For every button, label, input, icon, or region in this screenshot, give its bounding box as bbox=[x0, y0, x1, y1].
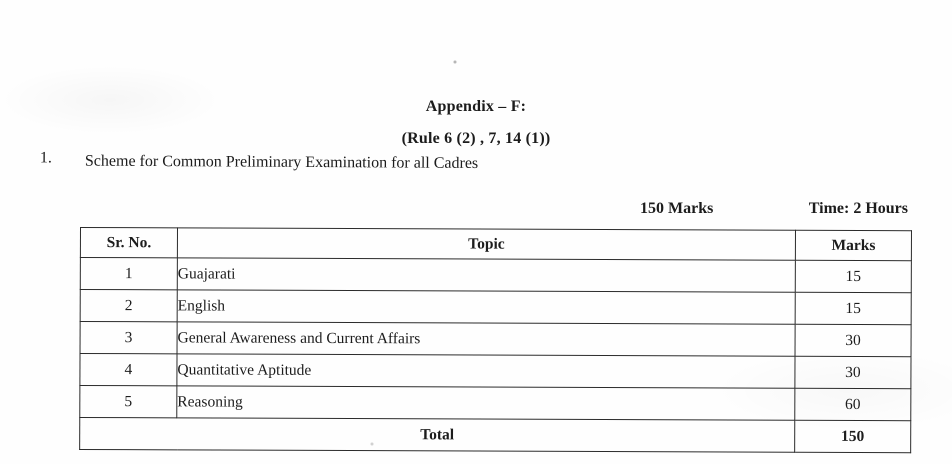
list-item-scheme bbox=[0, 149, 952, 173]
header-topic: Topic bbox=[177, 228, 795, 260]
cell-sr-no: 5 bbox=[80, 386, 177, 418]
header-marks: Marks bbox=[795, 230, 911, 260]
table-header-row bbox=[80, 228, 911, 261]
cell-topic: Reasoning bbox=[177, 386, 795, 420]
cell-sr-no: 3 bbox=[80, 322, 177, 354]
cell-marks: 30 bbox=[795, 356, 911, 388]
table-row bbox=[80, 386, 911, 421]
total-row bbox=[80, 418, 911, 453]
cell-topic: Guajarati bbox=[177, 258, 795, 292]
total-marks-label: 150 Marks bbox=[640, 200, 714, 217]
table-row bbox=[80, 354, 911, 389]
cell-marks: 15 bbox=[795, 292, 911, 324]
table-body bbox=[80, 258, 912, 421]
table-footer bbox=[80, 418, 911, 453]
table-row bbox=[80, 258, 911, 293]
cell-sr-no: 2 bbox=[80, 290, 177, 322]
table-row bbox=[80, 322, 911, 357]
appendix-title: Appendix – F: bbox=[425, 98, 527, 115]
total-marks-value: 150 bbox=[795, 420, 911, 452]
cell-marks: 60 bbox=[795, 388, 911, 420]
list-item-text: Scheme for Common Preliminary Examination for all Cadres bbox=[84, 152, 479, 173]
cell-topic: General Awareness and Current Affairs bbox=[177, 322, 795, 356]
list-item-number: 1. bbox=[39, 149, 53, 167]
time-label: Time: 2 Hours bbox=[808, 200, 908, 217]
exam-scheme-table bbox=[79, 227, 912, 453]
rule-subtitle: (Rule 6 (2) , 7, 14 (1)) bbox=[401, 130, 551, 147]
table-row bbox=[80, 290, 911, 325]
cell-topic: Quantitative Aptitude bbox=[177, 354, 795, 388]
cell-sr-no: 1 bbox=[80, 258, 177, 290]
cell-marks: 15 bbox=[795, 260, 911, 292]
total-label: Total bbox=[80, 418, 795, 453]
cell-marks: 30 bbox=[795, 324, 911, 356]
cell-sr-no: 4 bbox=[80, 354, 177, 386]
header-sr-no: Sr. No. bbox=[80, 228, 177, 258]
cell-topic: English bbox=[177, 290, 795, 324]
